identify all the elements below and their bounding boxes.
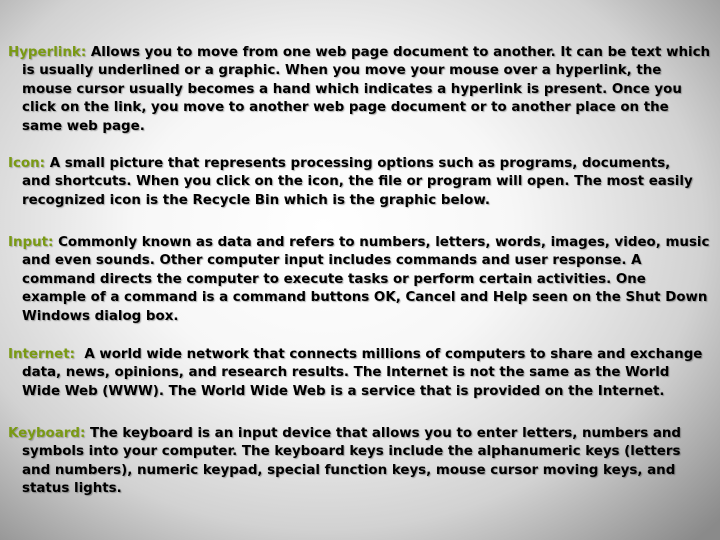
entry-body (8, 346, 712, 401)
glossary-entry-input (8, 234, 712, 326)
entry-body (8, 425, 712, 499)
entry-body (8, 234, 712, 326)
glossary-entry-icon (8, 155, 698, 210)
glossary-entry-hyperlink (8, 44, 712, 136)
entry-body (8, 44, 712, 136)
glossary-entry-internet (8, 346, 712, 401)
term-icon: Icon: (8, 156, 46, 171)
definition-input: Commonly known as data and refers to numbers, letters, words, images, video, music and even sounds. Other computer input includes commands and user response. A command directs the computer to execute tasks or perform certain activities. One example of a command is a command buttons OK, Cancel and Help seen on the Shut Down Windows dialog box. (22, 235, 710, 324)
definition-keyboard: The keyboard is an input device that allows you to enter letters, numbers and symbols into your computer. The keyboard keys include the alphanumeric keys (letters and numbers), numeric keypad, special function keys, mouse cursor moving keys, and status lights. (22, 426, 682, 497)
definition-hyperlink: Allows you to move from one web page document to another. It can be text which is usually underlined or a graphic. When you move your mouse over a hyperlink, the mouse cursor usually becomes a hand which indicates a hyperlink is present. Once you click on the link, you move to another web page document or to another place on the same web page. (22, 45, 711, 134)
definition-icon: A small picture that represents processing options such as programs, documents, and shortcuts. When you click on the icon, the file or program will open. The most easily recognized icon is the Recycle Bin which is the graphic below. (22, 156, 693, 208)
definition-internet: A world wide network that connects millions of computers to share and exchange data, news, opinions, and research results. The Internet is not the same as the World Wide Web (WWW). The World Wide Web is a service that is provided on the Internet. (22, 347, 703, 399)
term-input: Input: (8, 235, 54, 250)
entry-body (8, 155, 698, 210)
term-hyperlink: Hyperlink: (8, 45, 87, 60)
glossary-entry-keyboard (8, 425, 712, 499)
term-internet: Internet: (8, 347, 75, 362)
term-separator (75, 347, 84, 362)
term-keyboard: Keyboard: (8, 426, 86, 441)
